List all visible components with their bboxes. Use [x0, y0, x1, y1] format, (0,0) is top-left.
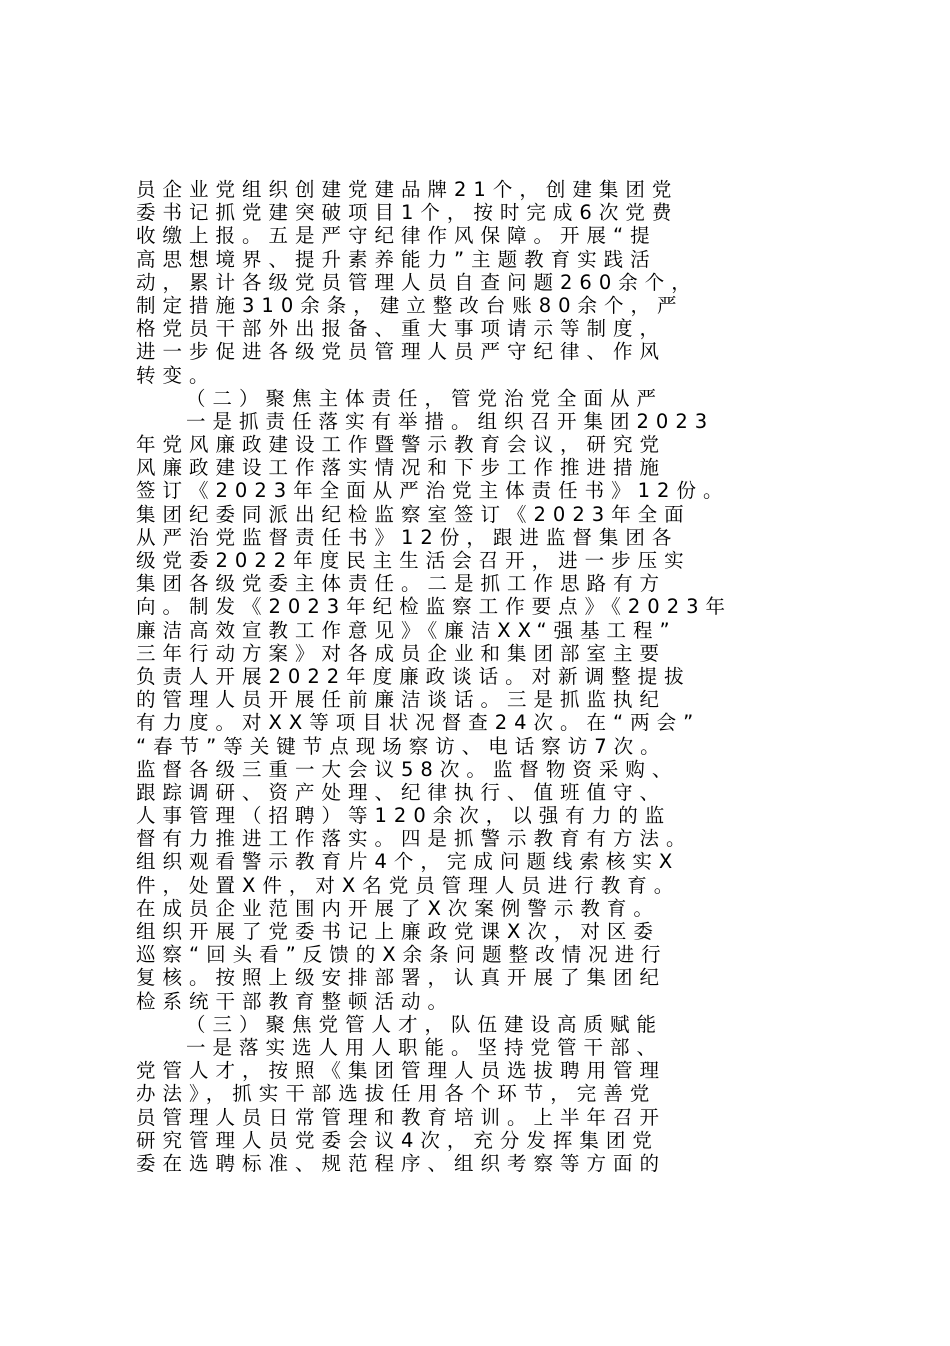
- paragraph-heading-line: （三）聚焦党管人才，队伍建设高质赋能: [186, 1012, 664, 1036]
- text-line: 有力度。对XX等项目状况督查24次。在“两会”: [136, 711, 701, 735]
- text-line: 转变。: [136, 363, 216, 387]
- text-line: 集团纪委同派出纪检监察室签订《2023年全面: [136, 502, 691, 526]
- text-line: 组织观看警示教育片4个，完成问题线索核实X: [136, 850, 680, 874]
- text-line: 件，处置X件，对X名党员管理人员进行教育。: [136, 873, 681, 897]
- text-line: 风廉政建设工作落实情况和下步工作推进措施: [136, 456, 667, 480]
- text-line: 委书记抓党建突破项目1个，按时完成6次党费: [136, 201, 679, 225]
- text-line: 从严治党监督责任书》12份，跟进监督集团各: [136, 525, 679, 549]
- text-line: 研究管理人员党委会议4次，充分发挥集团党: [136, 1128, 659, 1152]
- text-line: 员企业党组织创建党建品牌21个，创建集团党: [136, 178, 679, 201]
- text-line: 向。制发《2023年纪检监察工作要点》《2023年: [136, 595, 733, 619]
- text-line: 巡察“回头看”反馈的X余条问题整改情况进行: [136, 943, 668, 967]
- text-line: 收缴上报。五是严守纪律作风保障。开展“提: [136, 224, 657, 248]
- text-line: 组织开展了党委书记上廉政党课X次，对区委: [136, 920, 660, 943]
- paragraph-heading-line: 一是落实选人用人职能。坚持党管干部、: [186, 1035, 664, 1059]
- text-line: 高思想境界、提升素养能力”主题教育实践活: [136, 247, 657, 271]
- text-line: 负责人开展2022年度廉政谈话。对新调整提拔: [136, 664, 691, 688]
- body-text: [136, 178, 836, 1175]
- text-line: 党管人才，按照《集团管理人员选拔聘用管理: [136, 1059, 667, 1083]
- text-line: 复核。按照上级安排部署，认真开展了集团纪: [136, 966, 667, 990]
- text-line: 跟踪调研、资产处理、纪律执行、值班值守、: [136, 780, 667, 804]
- text-line: 格党员干部外出报备、重大事项请示等制度，: [136, 317, 667, 341]
- text-line: 人事管理（招聘）等120余次，以强有力的监: [136, 804, 672, 828]
- text-line: 进一步促进各级党员管理人员严守纪律、作风: [136, 340, 667, 364]
- text-line: 员管理人员日常管理和教育培训。上半年召开: [136, 1105, 667, 1129]
- text-line: 督有力推进工作落实。四是抓警示教育有方法。: [136, 827, 693, 851]
- text-line: 廉洁高效宣教工作意见》《廉洁XX“强基工程”: [136, 618, 677, 642]
- text-line: 年党风廉政建设工作暨警示教育会议，研究党: [136, 433, 667, 457]
- paragraph-heading-line: 一是抓责任落实有举措。组织召开集团2023: [186, 409, 715, 433]
- text-line: 集团各级党委主体责任。二是抓工作思路有方: [136, 572, 667, 596]
- text-line: 办法》，抓实干部选拔任用各个环节，完善党: [136, 1082, 657, 1106]
- text-line: 检系统干部教育整顿活动。: [136, 989, 455, 1013]
- text-line: 制定措施310余条，建立整改台账80余个，严: [136, 293, 684, 317]
- text-line: 的管理人员开展任前廉洁谈话。三是抓监执纪: [136, 688, 667, 712]
- text-line: 在成员企业范围内开展了X次案例警示教育。: [136, 896, 660, 920]
- text-line: 签订《2023年全面从严治党主体责任书》12份。: [136, 479, 730, 503]
- text-line: 委在选聘标准、规范程序、组织考察等方面的: [136, 1151, 667, 1175]
- text-line: 级党委2022年度民主生活会召开，进一步压实: [136, 549, 691, 572]
- paragraph-heading-line: （二）聚焦主体责任，管党治党全面从严: [186, 386, 664, 410]
- text-line: 三年行动方案》对各成员企业和集团部室主要: [136, 641, 667, 665]
- text-line: 动，累计各级党员管理人员自查问题260余个，: [136, 270, 698, 294]
- text-line: 监督各级三重一大会议58次。监督物资采购、: [136, 757, 679, 781]
- text-line: “春节”等关键节点现场察访、电话察访7次。: [136, 734, 667, 758]
